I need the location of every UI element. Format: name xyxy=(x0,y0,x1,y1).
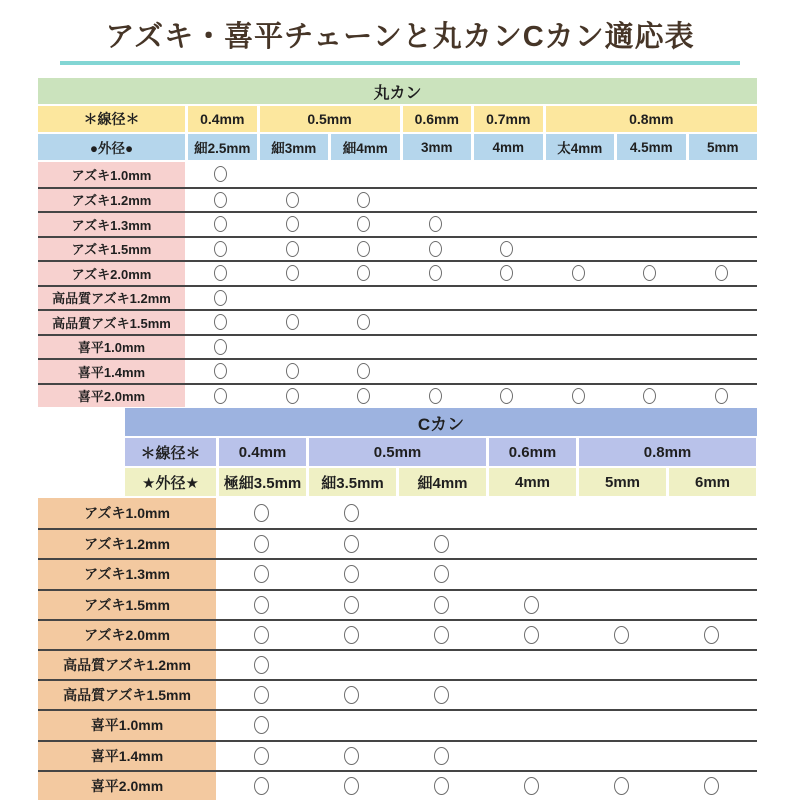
circle-mark-icon xyxy=(524,626,539,644)
empty-cell xyxy=(471,360,543,383)
empty-cell xyxy=(576,560,666,588)
table-row xyxy=(38,619,757,649)
gaikei-col-cell: 4mm xyxy=(489,468,576,496)
mark-cell xyxy=(185,189,257,212)
senkei-header-row xyxy=(125,438,757,466)
mark-cell xyxy=(216,560,306,588)
circle-mark-icon xyxy=(715,388,728,404)
circle-mark-icon xyxy=(254,656,269,674)
row-label: アズキ2.0mm xyxy=(38,621,216,649)
row-label: 喜平1.4mm xyxy=(38,360,185,383)
senkei-group-cell: 0.8mm xyxy=(579,438,756,466)
circle-mark-icon xyxy=(524,596,539,614)
circle-mark-icon xyxy=(214,241,227,257)
row-label: 高品質アズキ1.2mm xyxy=(38,287,185,310)
gaikei-col-cell: 6mm xyxy=(669,468,756,496)
circle-mark-icon xyxy=(286,192,299,208)
mark-cell xyxy=(257,189,329,212)
mark-cell xyxy=(471,262,543,285)
circle-mark-icon xyxy=(254,626,269,644)
empty-cell xyxy=(400,336,472,359)
empty-cell xyxy=(543,360,615,383)
circle-mark-icon xyxy=(286,265,299,281)
empty-cell xyxy=(666,742,756,770)
empty-cell xyxy=(396,711,486,739)
empty-cell xyxy=(576,711,666,739)
mark-cell xyxy=(400,238,472,261)
mark-cell xyxy=(486,591,576,619)
empty-cell xyxy=(614,360,686,383)
circle-mark-icon xyxy=(344,504,359,522)
empty-cell xyxy=(400,162,472,187)
circle-mark-icon xyxy=(434,777,449,795)
senkei-group-cell: 0.4mm xyxy=(219,438,306,466)
mark-cell xyxy=(185,287,257,310)
mark-cell xyxy=(396,681,486,709)
mark-cell xyxy=(471,238,543,261)
page-title: アズキ・喜平チェーンと丸カンCカン適応表 xyxy=(60,14,740,65)
row-label: アズキ1.5mm xyxy=(38,591,216,619)
circle-mark-icon xyxy=(643,388,656,404)
empty-cell xyxy=(614,162,686,187)
row-label: アズキ1.5mm xyxy=(38,238,185,261)
table-row xyxy=(38,383,757,408)
senkei-group-cell: 0.7mm xyxy=(474,106,543,132)
mark-cell xyxy=(328,360,400,383)
circle-mark-icon xyxy=(429,265,442,281)
mark-cell xyxy=(306,591,396,619)
empty-cell xyxy=(471,189,543,212)
empty-cell xyxy=(666,498,756,528)
gaikei-col-cell: 太4mm xyxy=(546,134,615,160)
row-label: 喜平1.4mm xyxy=(38,742,216,770)
empty-cell xyxy=(576,742,666,770)
empty-cell xyxy=(543,238,615,261)
circle-mark-icon xyxy=(357,192,370,208)
mark-cell xyxy=(666,772,756,800)
empty-cell xyxy=(486,560,576,588)
senkei-group-cell: 0.4mm xyxy=(188,106,257,132)
empty-cell xyxy=(576,530,666,558)
maru-kan-table xyxy=(38,78,757,407)
row-label: アズキ2.0mm xyxy=(38,262,185,285)
mark-cell xyxy=(328,385,400,408)
table-title-banner: Cカン xyxy=(125,408,757,436)
senkei-row-label: ＊線径＊ xyxy=(125,438,216,466)
empty-cell xyxy=(686,336,758,359)
circle-mark-icon xyxy=(357,265,370,281)
circle-mark-icon xyxy=(434,535,449,553)
mark-cell xyxy=(306,560,396,588)
circle-mark-icon xyxy=(254,777,269,795)
mark-cell xyxy=(666,621,756,649)
mark-cell xyxy=(216,530,306,558)
empty-cell xyxy=(666,591,756,619)
circle-mark-icon xyxy=(704,777,719,795)
empty-cell xyxy=(471,287,543,310)
empty-cell xyxy=(666,651,756,679)
row-label: アズキ1.3mm xyxy=(38,213,185,236)
mark-cell xyxy=(216,621,306,649)
row-label: アズキ1.2mm xyxy=(38,530,216,558)
empty-cell xyxy=(400,360,472,383)
senkei-group-cell: 0.5mm xyxy=(309,438,486,466)
empty-cell xyxy=(396,651,486,679)
gaikei-col-cell: 細3.5mm xyxy=(309,468,396,496)
empty-cell xyxy=(576,681,666,709)
empty-cell xyxy=(614,213,686,236)
mark-cell xyxy=(306,742,396,770)
mark-cell xyxy=(216,591,306,619)
empty-cell xyxy=(576,498,666,528)
mark-cell xyxy=(328,238,400,261)
circle-mark-icon xyxy=(357,363,370,379)
circle-mark-icon xyxy=(214,363,227,379)
empty-cell xyxy=(686,213,758,236)
mark-cell xyxy=(328,189,400,212)
table-row xyxy=(38,528,757,558)
circle-mark-icon xyxy=(286,388,299,404)
mark-cell xyxy=(396,530,486,558)
gaikei-col-cell: 4.5mm xyxy=(617,134,686,160)
empty-cell xyxy=(614,287,686,310)
gaikei-col-cell: 3mm xyxy=(403,134,472,160)
table-row xyxy=(38,770,757,800)
mark-cell xyxy=(543,262,615,285)
mark-cell xyxy=(216,772,306,800)
mark-cell xyxy=(686,385,758,408)
gaikei-col-cell: 極細3.5mm xyxy=(219,468,306,496)
circle-mark-icon xyxy=(254,504,269,522)
circle-mark-icon xyxy=(429,388,442,404)
empty-cell xyxy=(686,287,758,310)
row-label: アズキ1.0mm xyxy=(38,162,185,187)
circle-mark-icon xyxy=(214,216,227,232)
mark-cell xyxy=(185,360,257,383)
table-title-banner: 丸カン xyxy=(38,78,757,104)
circle-mark-icon xyxy=(357,216,370,232)
circle-mark-icon xyxy=(214,314,227,330)
circle-mark-icon xyxy=(614,777,629,795)
circle-mark-icon xyxy=(434,747,449,765)
empty-cell xyxy=(486,742,576,770)
empty-cell xyxy=(471,336,543,359)
mark-cell xyxy=(614,385,686,408)
circle-mark-icon xyxy=(344,596,359,614)
mark-cell xyxy=(306,772,396,800)
empty-cell xyxy=(576,651,666,679)
empty-cell xyxy=(666,560,756,588)
circle-mark-icon xyxy=(614,626,629,644)
circle-mark-icon xyxy=(524,777,539,795)
circle-mark-icon xyxy=(214,192,227,208)
gaikei-col-cell: 細3mm xyxy=(260,134,329,160)
mark-cell xyxy=(328,311,400,334)
circle-mark-icon xyxy=(344,565,359,583)
mark-cell xyxy=(306,530,396,558)
table-row xyxy=(38,558,757,588)
empty-cell xyxy=(486,711,576,739)
mark-cell xyxy=(257,360,329,383)
circle-mark-icon xyxy=(214,290,227,306)
circle-mark-icon xyxy=(254,565,269,583)
empty-cell xyxy=(396,498,486,528)
empty-cell xyxy=(257,336,329,359)
empty-cell xyxy=(486,651,576,679)
circle-mark-icon xyxy=(344,535,359,553)
senkei-row-label: ＊線径＊ xyxy=(38,106,185,132)
circle-mark-icon xyxy=(434,686,449,704)
circle-mark-icon xyxy=(254,747,269,765)
circle-mark-icon xyxy=(500,388,513,404)
empty-cell xyxy=(471,311,543,334)
circle-mark-icon xyxy=(286,241,299,257)
mark-cell xyxy=(576,772,666,800)
table-row xyxy=(38,162,757,187)
table-row xyxy=(38,589,757,619)
empty-cell xyxy=(328,336,400,359)
table-row xyxy=(38,709,757,739)
c-kan-table xyxy=(38,408,757,800)
mark-cell xyxy=(257,262,329,285)
mark-cell xyxy=(543,385,615,408)
circle-mark-icon xyxy=(254,535,269,553)
table-row xyxy=(38,285,757,310)
gaikei-col-cell: 4mm xyxy=(474,134,543,160)
empty-cell xyxy=(543,162,615,187)
empty-cell xyxy=(471,213,543,236)
empty-cell xyxy=(614,336,686,359)
mark-cell xyxy=(306,498,396,528)
mark-cell xyxy=(486,621,576,649)
table-row xyxy=(38,649,757,679)
mark-cell xyxy=(486,772,576,800)
mark-cell xyxy=(185,262,257,285)
empty-cell xyxy=(257,287,329,310)
mark-cell xyxy=(185,311,257,334)
empty-cell xyxy=(614,189,686,212)
senkei-group-cell: 0.5mm xyxy=(260,106,400,132)
mark-cell xyxy=(185,385,257,408)
mark-cell xyxy=(471,385,543,408)
mark-cell xyxy=(686,262,758,285)
mark-cell xyxy=(396,742,486,770)
table-row xyxy=(38,211,757,236)
mark-cell xyxy=(400,385,472,408)
circle-mark-icon xyxy=(704,626,719,644)
mark-cell xyxy=(306,621,396,649)
row-label: アズキ1.2mm xyxy=(38,189,185,212)
row-label: アズキ1.3mm xyxy=(38,560,216,588)
row-label: 高品質アズキ1.2mm xyxy=(38,651,216,679)
row-label: 喜平1.0mm xyxy=(38,336,185,359)
senkei-header-row xyxy=(38,106,757,132)
gaikei-row-label: ★外径★ xyxy=(125,468,216,496)
circle-mark-icon xyxy=(344,747,359,765)
mark-cell xyxy=(216,681,306,709)
circle-mark-icon xyxy=(286,216,299,232)
gaikei-col-cell: 細4mm xyxy=(399,468,486,496)
empty-cell xyxy=(543,189,615,212)
row-label: 高品質アズキ1.5mm xyxy=(38,681,216,709)
mark-cell xyxy=(257,311,329,334)
mark-cell xyxy=(396,591,486,619)
gaikei-header-row xyxy=(38,134,757,160)
circle-mark-icon xyxy=(429,216,442,232)
gaikei-col-cell: 5mm xyxy=(689,134,758,160)
empty-cell xyxy=(686,162,758,187)
gaikei-row-label: ●外径● xyxy=(38,134,185,160)
senkei-group-cell: 0.6mm xyxy=(403,106,472,132)
circle-mark-icon xyxy=(214,388,227,404)
empty-cell xyxy=(400,189,472,212)
circle-mark-icon xyxy=(643,265,656,281)
circle-mark-icon xyxy=(254,686,269,704)
circle-mark-icon xyxy=(357,241,370,257)
table-row xyxy=(38,260,757,285)
circle-mark-icon xyxy=(254,596,269,614)
empty-cell xyxy=(614,311,686,334)
circle-mark-icon xyxy=(344,686,359,704)
empty-cell xyxy=(686,189,758,212)
row-label: アズキ1.0mm xyxy=(38,498,216,528)
empty-cell xyxy=(486,530,576,558)
circle-mark-icon xyxy=(254,716,269,734)
empty-cell xyxy=(486,498,576,528)
empty-cell xyxy=(543,213,615,236)
mark-cell xyxy=(614,262,686,285)
circle-mark-icon xyxy=(286,363,299,379)
empty-cell xyxy=(257,162,329,187)
gaikei-col-cell: 細2.5mm xyxy=(188,134,257,160)
mark-cell xyxy=(216,742,306,770)
empty-cell xyxy=(686,238,758,261)
circle-mark-icon xyxy=(286,314,299,330)
empty-cell xyxy=(666,711,756,739)
mark-cell xyxy=(185,336,257,359)
empty-cell xyxy=(666,530,756,558)
mark-cell xyxy=(216,498,306,528)
mark-cell xyxy=(328,262,400,285)
empty-cell xyxy=(543,311,615,334)
circle-mark-icon xyxy=(572,388,585,404)
circle-mark-icon xyxy=(434,626,449,644)
mark-cell xyxy=(306,681,396,709)
circle-mark-icon xyxy=(357,314,370,330)
circle-mark-icon xyxy=(500,265,513,281)
empty-cell xyxy=(400,311,472,334)
empty-cell xyxy=(486,681,576,709)
gaikei-col-cell: 細4mm xyxy=(331,134,400,160)
mark-cell xyxy=(257,238,329,261)
circle-mark-icon xyxy=(500,241,513,257)
mark-cell xyxy=(576,621,666,649)
circle-mark-icon xyxy=(434,565,449,583)
mark-cell xyxy=(396,772,486,800)
circle-mark-icon xyxy=(344,626,359,644)
empty-cell xyxy=(400,287,472,310)
table-row xyxy=(38,358,757,383)
mark-cell xyxy=(185,162,257,187)
table-row xyxy=(38,187,757,212)
row-label: 高品質アズキ1.5mm xyxy=(38,311,185,334)
mark-cell xyxy=(185,213,257,236)
table-row xyxy=(38,236,757,261)
senkei-group-cell: 0.8mm xyxy=(546,106,758,132)
circle-mark-icon xyxy=(344,777,359,795)
table-row xyxy=(38,309,757,334)
table-row xyxy=(38,498,757,528)
table-row xyxy=(38,334,757,359)
senkei-group-cell: 0.6mm xyxy=(489,438,576,466)
mark-cell xyxy=(185,238,257,261)
mark-cell xyxy=(257,213,329,236)
circle-mark-icon xyxy=(214,166,227,182)
row-label: 喜平2.0mm xyxy=(38,772,216,800)
mark-cell xyxy=(400,213,472,236)
empty-cell xyxy=(328,162,400,187)
circle-mark-icon xyxy=(429,241,442,257)
empty-cell xyxy=(576,591,666,619)
gaikei-header-row xyxy=(125,468,757,496)
empty-cell xyxy=(543,287,615,310)
gaikei-col-cell: 5mm xyxy=(579,468,666,496)
empty-cell xyxy=(471,162,543,187)
circle-mark-icon xyxy=(214,339,227,355)
empty-cell xyxy=(666,681,756,709)
mark-cell xyxy=(216,711,306,739)
circle-mark-icon xyxy=(572,265,585,281)
mark-cell xyxy=(396,621,486,649)
empty-cell xyxy=(543,336,615,359)
mark-cell xyxy=(396,560,486,588)
empty-cell xyxy=(614,238,686,261)
table-row xyxy=(38,679,757,709)
empty-cell xyxy=(328,287,400,310)
empty-cell xyxy=(686,311,758,334)
empty-cell xyxy=(306,651,396,679)
circle-mark-icon xyxy=(214,265,227,281)
mark-cell xyxy=(400,262,472,285)
table-row xyxy=(38,740,757,770)
mark-cell xyxy=(216,651,306,679)
mark-cell xyxy=(257,385,329,408)
empty-cell xyxy=(306,711,396,739)
mark-cell xyxy=(328,213,400,236)
circle-mark-icon xyxy=(357,388,370,404)
circle-mark-icon xyxy=(434,596,449,614)
empty-cell xyxy=(686,360,758,383)
row-label: 喜平2.0mm xyxy=(38,385,185,408)
circle-mark-icon xyxy=(715,265,728,281)
row-label: 喜平1.0mm xyxy=(38,711,216,739)
